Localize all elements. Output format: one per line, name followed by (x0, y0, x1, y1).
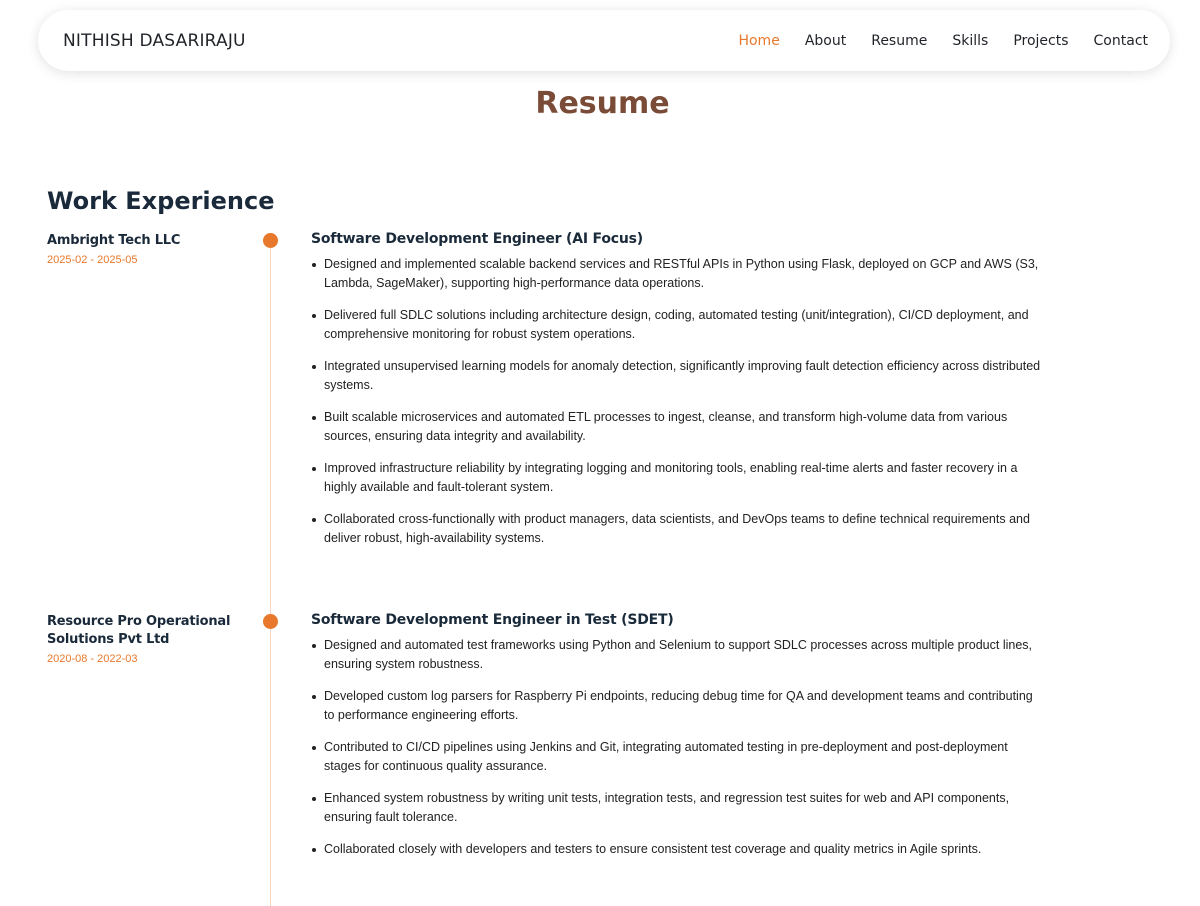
job-details (311, 612, 1041, 872)
job-details (311, 231, 1041, 561)
company-name: Ambright Tech LLC (47, 233, 181, 248)
job-bullets (311, 255, 1041, 548)
job-meta (47, 613, 237, 665)
job-bullet: Collaborated closely with developers and testers to ensure consistent test coverage and quality metrics in Agile sprints. (311, 840, 1041, 859)
nav-link-resume[interactable]: Resume (871, 32, 928, 49)
nav-link-home[interactable]: Home (738, 32, 780, 49)
brand-logo[interactable]: NITHISH DASARIRAJU (63, 30, 246, 51)
page-title: Resume (535, 86, 670, 121)
job-bullet: Integrated unsupervised learning models for anomaly detection, significantly improving fault detection efficiency across distributed systems. (311, 357, 1041, 395)
job-dates: 2025-02 - 2025-05 (47, 254, 138, 266)
timeline-dot (263, 614, 278, 629)
job-bullet: Built scalable microservices and automated ETL processes to ingest, cleanse, and transform high-volume data from various sources, ensuring data integrity and availability. (311, 408, 1041, 446)
job-bullet: Designed and automated test frameworks using Python and Selenium to support SDLC processes across multiple product lines, ensuring system robustness. (311, 636, 1041, 674)
job-role: Software Development Engineer (AI Focus) (311, 231, 643, 247)
job-meta (47, 232, 237, 266)
job-bullet: Designed and implemented scalable backend services and RESTful APIs in Python using Flask, deployed on GCP and AWS (S3, Lambda, SageMaker), supporting high-performance data operations. (311, 255, 1041, 293)
timeline-line (270, 236, 271, 906)
nav-link-skills[interactable]: Skills (952, 32, 989, 49)
navbar (38, 10, 1170, 71)
job-bullet: Improved infrastructure reliability by integrating logging and monitoring tools, enabling real-time alerts and faster recovery in a highly available and fault-tolerant system. (311, 459, 1041, 497)
company-name: Resource Pro Operational Solutions Pvt Ltd (47, 614, 231, 647)
job-bullet: Enhanced system robustness by writing unit tests, integration tests, and regression test suites for web and API components, ensuring fault tolerance. (311, 789, 1041, 827)
job-bullet: Contributed to CI/CD pipelines using Jenkins and Git, integrating automated testing in pre-deployment and post-deployment stages for continuous quality assurance. (311, 738, 1041, 776)
timeline-dot (263, 233, 278, 248)
job-bullet: Developed custom log parsers for Raspberry Pi endpoints, reducing debug time for QA and development teams and contributing to performance engineering efforts. (311, 687, 1041, 725)
job-dates: 2020-08 - 2022-03 (47, 653, 138, 665)
nav-links (713, 33, 1148, 49)
work-experience-heading: Work Experience (47, 187, 275, 215)
job-bullet: Delivered full SDLC solutions including architecture design, coding, automated testing (unit/integration), CI/CD deployment, and comprehensive monitoring for robust system operations. (311, 306, 1041, 344)
nav-link-about[interactable]: About (804, 32, 847, 49)
job-role: Software Development Engineer in Test (SDET) (311, 612, 674, 628)
nav-link-projects[interactable]: Projects (1013, 32, 1069, 49)
job-bullet: Collaborated cross-functionally with product managers, data scientists, and DevOps teams to define technical requirements and deliver robust, high-availability systems. (311, 510, 1041, 548)
job-bullets (311, 636, 1041, 859)
nav-link-contact[interactable]: Contact (1093, 32, 1148, 49)
